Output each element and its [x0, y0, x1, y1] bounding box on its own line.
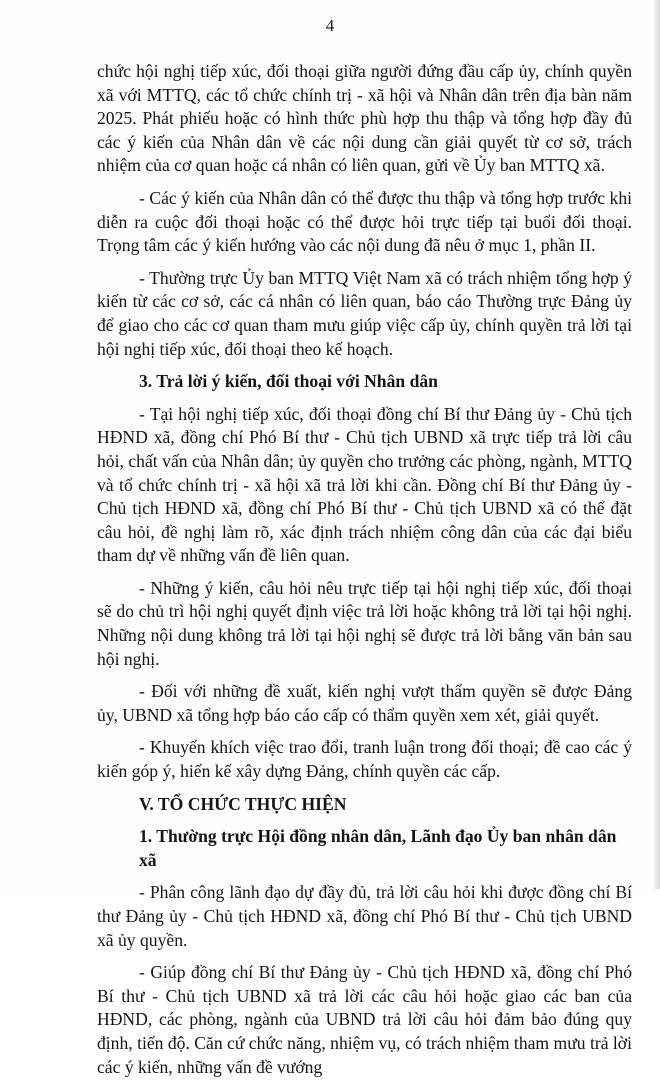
- paragraph-assist-answers: - Giúp đồng chí Bí thư Đảng ủy - Chủ tịch HĐND xã, đồng chí Phó Bí thư - Chủ tịch UBND xã trả lời các câu hỏi hoặc giao các ban của HĐND, các phòng, ngành của UBND trả lời câu hỏi đảm bảo đúng quy định, tiến độ. Căn cứ chức năng, nhiệm vụ, có trách nhiệm tham mưu trả lời các ý kiến, những vấn đề vướng: [97, 962, 632, 1077]
- paragraph-conference-answers: - Tại hội nghị tiếp xúc, đối thoại đồng chí Bí thư Đảng ủy - Chủ tịch HĐND xã, đồng chí Phó Bí thư - Chủ tịch UBND xã trực tiếp trả lời câu hỏi, chất vấn của Nhân dân; ủy quyền cho trưởng các phòng, ngành, MTTQ và tổ chức chính trị - xã hội xã trả lời khi cần. Đồng chí Bí thư Đảng ủy - Chủ tịch HĐND xã, đồng chí Phó Bí thư - Chủ tịch UBND xã có thể đặt câu hỏi, đề nghị làm rõ, xác định trách nhiệm công dân của các đại biểu tham dự về những vấn đề liên quan.: [97, 403, 632, 566]
- document-body: [97, 60, 632, 1088]
- paragraph-encourage-debate: - Khuyến khích việc trao đổi, tranh luận trong đối thoại; đề cao các ý kiến góp ý, hiến kế xây dựng Đảng, chính quyền các cấp.: [97, 737, 632, 782]
- paragraph-assign-leaders: - Phân công lãnh đạo dự đầy đủ, trả lời câu hỏi khi được đồng chí Bí thư Đảng ủy - Chủ tịch HĐND xã, đồng chí Phó Bí thư - Chủ tịch UBND xã ủy quyền.: [97, 882, 632, 950]
- paragraph-beyond-authority: - Đối với những đề xuất, kiến nghị vượt thẩm quyền sẽ được Đảng ủy, UBND xã tổng hợp báo cáo cấp có thẩm quyền xem xét, giải quyết.: [97, 681, 632, 725]
- paragraph-continuation: chức hội nghị tiếp xúc, đối thoại giữa người đứng đầu cấp ủy, chính quyền xã với MTTQ, các tổ chức chính trị - xã hội và Nhân dân trên địa bàn năm 2025. Phát phiếu hoặc có hình thức phù hợp thu thập và tổng hợp đầy đủ các ý kiến của Nhân dân về các nội dung cần giải quyết từ cơ sở, trách nhiệm của cơ quan hoặc cá nhân có liên quan, gửi về Ủy ban MTTQ xã.: [97, 61, 632, 176]
- page-edge-shadow: [654, 0, 660, 889]
- page-number: 4: [325, 16, 335, 35]
- paragraph-opinion-collection: - Các ý kiến của Nhân dân có thể được thu thập và tổng hợp trước khi diễn ra cuộc đối thoại hoặc có thể được hỏi trực tiếp tại buổi đối thoại. Trọng tâm các ý kiến hướng vào các nội dung đã nêu ở mục 1, phần II.: [97, 187, 632, 256]
- heading-section-3: 3. Trả lời ý kiến, đối thoại với Nhân dân: [139, 371, 438, 392]
- heading-section-v: V. TỔ CHỨC THỰC HIỆN: [139, 793, 347, 814]
- paragraph-standing-committee: - Thường trực Ủy ban MTTQ Việt Nam xã có trách nhiệm tổng hợp ý kiến từ các cơ sở, các cá nhân có liên quan, báo cáo Thường trực Đảng ủy để giao cho các cơ quan tham mưu giúp việc cấp ủy, chính quyền trả lời tại hội nghị tiếp xúc, đối thoại theo kế hoạch.: [97, 267, 632, 359]
- heading-section-v-1: 1. Thường trực Hội đồng nhân dân, Lãnh đạo Ủy ban nhân dân xã: [139, 826, 617, 870]
- paragraph-direct-questions: - Những ý kiến, câu hỏi nêu trực tiếp tại hội nghị tiếp xúc, đối thoại sẽ do chủ trì hội nghị quyết định việc trả lời hoặc không trả lời tại hội nghị. Những nội dung không trả lời tại hội nghị sẽ được trả lời bằng văn bản sau hội nghị.: [97, 577, 632, 669]
